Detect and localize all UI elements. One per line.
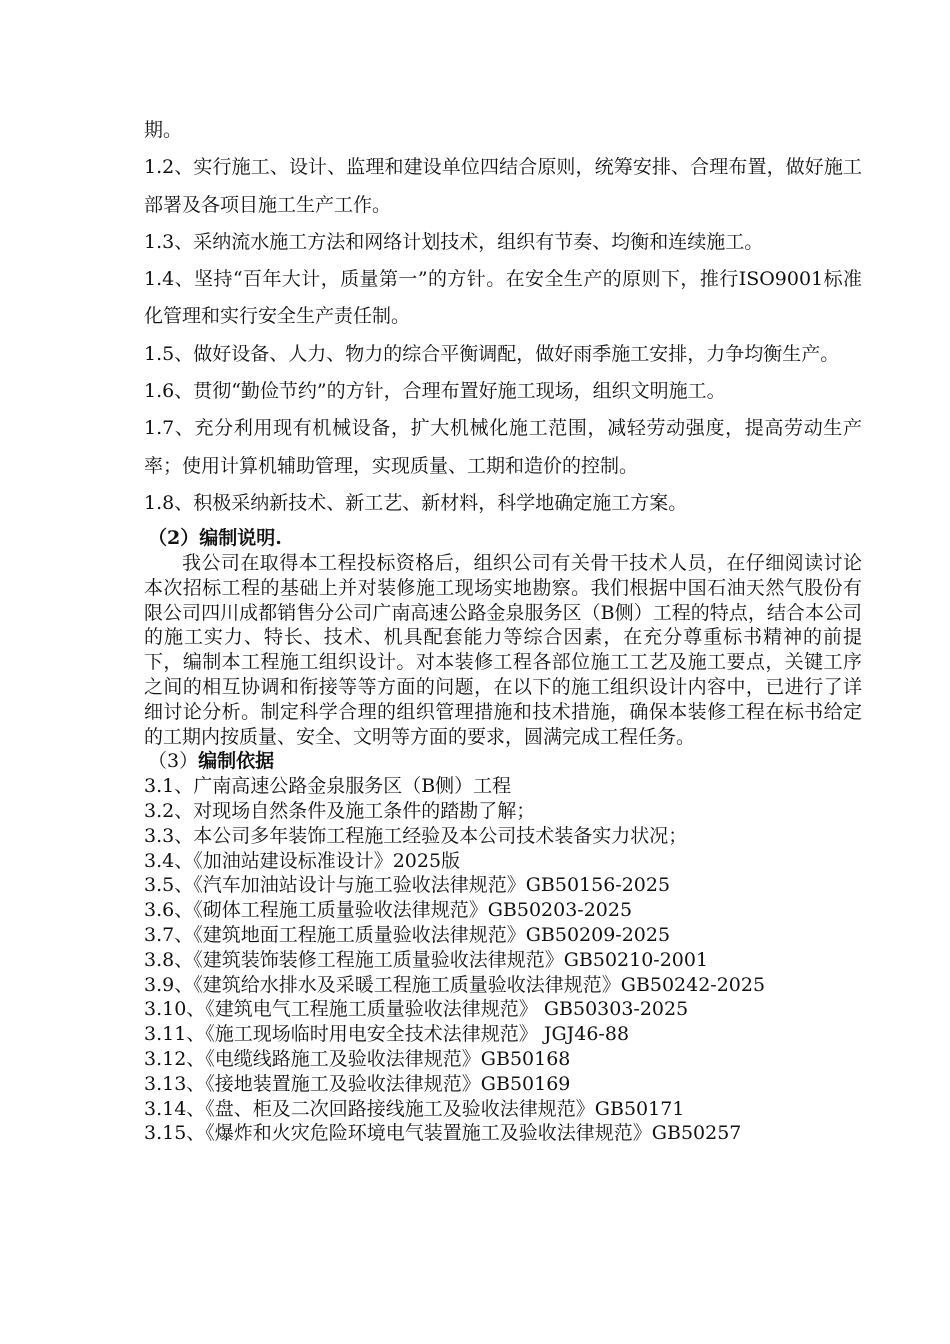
reference-item: 3.14、《盘、柜及二次回路接线施工及验收法律规范》GB50171 xyxy=(144,1097,685,1120)
principle-item: 期。 xyxy=(144,119,183,141)
principle-item: 1.6、贯彻“勤俭节约”的方针，合理布置好施工现场，组织文明施工。 xyxy=(144,380,726,403)
reference-item: 3.8、《建筑装饰装修工程施工质量验收法律规范》GB50210-2001 xyxy=(144,948,709,971)
reference-item: 3.11、《施工现场临时用电安全技术法律规范》 JGJ46-88 xyxy=(144,1023,630,1046)
principle-item: 1.4、坚持“百年大计，质量第一”的方针。在安全生产的原则下，推行ISO9001标准化管理和实行安全生产责任制。 xyxy=(144,268,862,328)
principle-item: 1.8、积极采纳新技术、新工艺、新材料，科学地确定施工方案。 xyxy=(144,491,688,514)
reference-item: 3.6、《砌体工程施工质量验收法律规范》GB50203-2025 xyxy=(144,899,633,922)
reference-list xyxy=(144,774,862,1146)
reference-item: 3.3、本公司多年装饰工程施工经验及本公司技术装备实力状况； xyxy=(144,824,688,847)
reference-item: 3.13、《接地装置施工及验收法律规范》GB50169 xyxy=(144,1072,571,1095)
reference-item: 3.10、《建筑电气工程施工质量验收法律规范》 GB50303-2025 xyxy=(144,998,689,1021)
section-2-heading: （2）编制说明. xyxy=(148,527,282,550)
section-3-heading-text: 编制依据 xyxy=(198,750,275,773)
principle-item: 1.5、做好设备、人力、物力的综合平衡调配，做好雨季施工安排，力争均衡生产。 xyxy=(144,342,840,365)
principles-list xyxy=(144,112,862,522)
reference-item: 3.4、《加油站建设标准设计》2025版 xyxy=(144,849,461,872)
reference-item: 3.5、《汽车加油站设计与施工验收法律规范》GB50156-2025 xyxy=(144,874,671,897)
document-page xyxy=(144,112,862,1146)
reference-item: 3.1、广南高速公路金泉服务区（B侧）工程 xyxy=(144,775,512,798)
section-3-heading-prefix: （3） xyxy=(148,750,199,773)
principle-item: 1.2、实行施工、设计、监理和建设单位四结合原则，统筹安排、合理布置，做好施工部署及各项目施工生产工作。 xyxy=(144,156,862,216)
reference-item: 3.15、《爆炸和火灾危险环境电气装置施工及验收法律规范》GB50257 xyxy=(144,1122,742,1145)
section-3-heading xyxy=(144,749,862,774)
reference-item: 3.12、《电缆线路施工及验收法律规范》GB50168 xyxy=(144,1048,571,1070)
section-2-body: 我公司在取得本工程投标资格后，组织公司有关骨干技术人员，在仔细阅读讨论本次招标工程的基础上并对装修施工现场实地勘察。我们根据中国石油天然气股份有限公司四川成都销售分公司广南高速公路金泉服务区（B侧）工程的特点，结合本公司的施工实力、特长、技术、机具配套能力等综合因素，在充分尊重标书精神的前提下，编制本工程施工组织设计。对本装修工程各部位施工工艺及施工要点，关键工序之间的相互协调和衔接等等方面的问题，在以下的施工组织设计内容中，已进行了详细讨论分析。制定科学合理的组织管理措施和技术措施，确保本装修工程在标书给定的工期内按质量、安全、文明等方面的要求，圆满完成工程任务。 xyxy=(144,552,862,748)
principle-item: 1.7、充分利用现有机械设备，扩大机械化施工范围，减轻劳动强度，提高劳动生产率；使用计算机辅助管理，实现质量、工期和造价的控制。 xyxy=(144,417,862,477)
principle-item: 1.3、采纳流水施工方法和网络计划技术，组织有节奏、均衡和连续施工。 xyxy=(144,230,764,253)
reference-item: 3.7、《建筑地面工程施工质量验收法律规范》GB50209-2025 xyxy=(144,924,671,947)
reference-item: 3.9、《建筑给水排水及采暖工程施工质量验收法律规范》GB50242-2025 xyxy=(144,973,766,996)
reference-item: 3.2、对现场自然条件及施工条件的踏勘了解； xyxy=(144,800,536,823)
